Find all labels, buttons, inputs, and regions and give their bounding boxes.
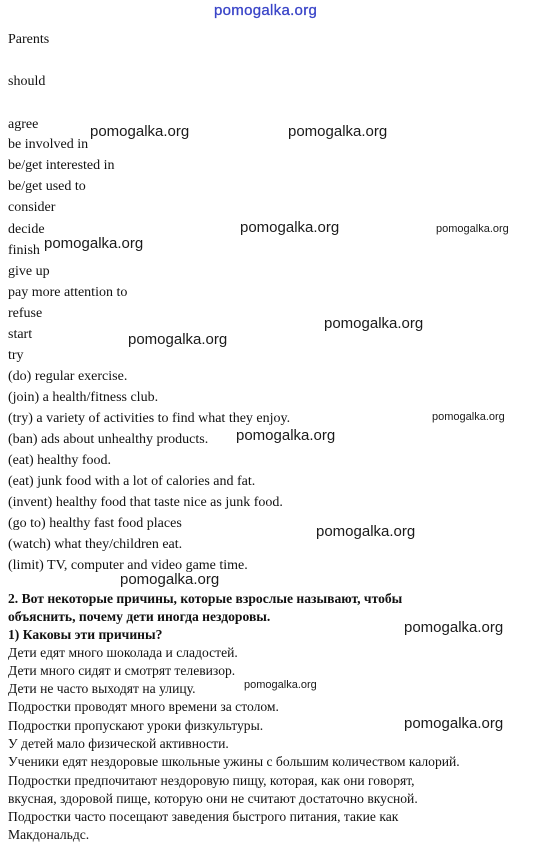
section-2-heading-line-1: 2. Вот некоторые причины, которые взрослые называют, чтобы bbox=[8, 591, 403, 606]
watermark: pomogalka.org bbox=[44, 235, 144, 252]
verb-item: consider bbox=[8, 200, 56, 215]
watermark: pomogalka.org bbox=[324, 315, 424, 332]
should-label: should bbox=[8, 74, 46, 89]
parents-label: Parents bbox=[8, 32, 50, 47]
verb-item: agree bbox=[8, 117, 39, 132]
verb-item: refuse bbox=[8, 306, 43, 321]
verb-item: decide bbox=[8, 222, 45, 237]
action-item: (join) a health/fitness club. bbox=[8, 390, 159, 405]
reason-item: вкусная, здоровой пище, которую они не считают достаточно вкусной. bbox=[8, 791, 418, 806]
watermark: pomogalka.org bbox=[90, 123, 190, 140]
verb-item: start bbox=[8, 327, 33, 342]
reason-item: Дети едят много шоколада и сладостей. bbox=[8, 645, 238, 660]
watermark: pomogalka.org bbox=[316, 523, 416, 540]
reason-item: Дети много сидят и смотрят телевизор. bbox=[8, 663, 236, 678]
reason-item: Ученики едят нездоровые школьные ужины с большим количеством калорий. bbox=[8, 754, 460, 769]
action-item: (try) a variety of activities to find what they enjoy. bbox=[8, 411, 291, 426]
verb-item: be/get interested in bbox=[8, 158, 115, 173]
reason-item: Подростки проводят много времени за столом. bbox=[8, 699, 279, 714]
watermark: pomogalka.org bbox=[120, 571, 220, 588]
action-item: (go to) healthy fast food places bbox=[8, 516, 182, 531]
verb-item: finish bbox=[8, 243, 40, 258]
watermark: pomogalka.org bbox=[404, 715, 504, 732]
section-2-question: 1) Каковы эти причины? bbox=[8, 627, 163, 642]
action-item: (limit) TV, computer and video game time. bbox=[8, 558, 248, 573]
reason-item: Подростки предпочитают нездоровую пищу, которая, как они говорят, bbox=[8, 773, 415, 788]
action-item: (watch) what they/children eat. bbox=[8, 537, 183, 552]
watermark: pomogalka.org bbox=[240, 219, 340, 236]
verb-item: give up bbox=[8, 264, 50, 279]
verb-item: be/get used to bbox=[8, 179, 86, 194]
action-item: (eat) healthy food. bbox=[8, 453, 112, 468]
verb-item: be involved in bbox=[8, 137, 89, 152]
watermark-top: pomogalka.org bbox=[214, 2, 318, 19]
verb-item: try bbox=[8, 348, 24, 363]
watermark: pomogalka.org bbox=[288, 123, 388, 140]
reason-item: Подростки часто посещают заведения быстрого питания, такие как bbox=[8, 809, 399, 824]
watermark: pomogalka.org bbox=[432, 411, 505, 423]
watermark: pomogalka.org bbox=[404, 619, 504, 636]
action-item: (invent) healthy food that taste nice as junk food. bbox=[8, 495, 283, 510]
action-item: (do) regular exercise. bbox=[8, 369, 128, 384]
watermark: pomogalka.org bbox=[128, 331, 228, 348]
reason-item: У детей мало физической активности. bbox=[8, 736, 229, 751]
watermark: pomogalka.org bbox=[236, 427, 336, 444]
watermark: pomogalka.org bbox=[436, 223, 509, 235]
verb-item: pay more attention to bbox=[8, 285, 128, 300]
reason-item: Макдональдс. bbox=[8, 827, 90, 842]
section-2-heading-line-2: объяснить, почему дети иногда нездоровы. bbox=[8, 609, 271, 624]
watermark: pomogalka.org bbox=[244, 679, 317, 691]
reason-item: Подростки пропускают уроки физкультуры. bbox=[8, 718, 264, 733]
action-item: (ban) ads about unhealthy products. bbox=[8, 432, 209, 447]
reason-item: Дети не часто выходят на улицу. bbox=[8, 681, 196, 696]
action-item: (eat) junk food with a lot of calories and fat. bbox=[8, 474, 256, 489]
